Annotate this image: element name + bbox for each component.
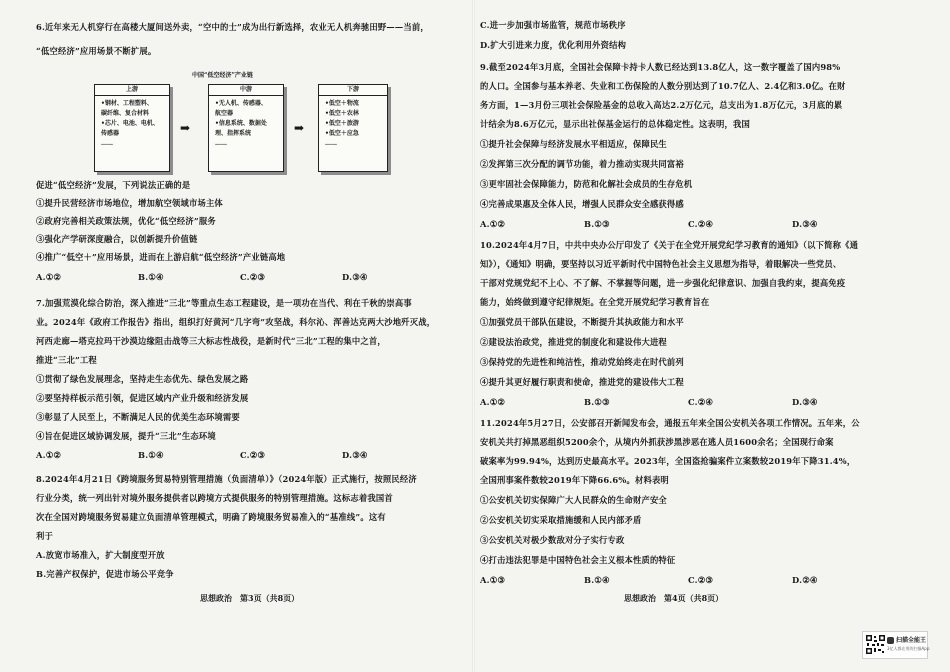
q6-option-a: A.①② [36,272,62,282]
q11-statement: ①公安机关切实保障广大人民群众的生命财产安全 [480,495,667,505]
scanner-watermark [862,631,928,659]
q7-option-a: A.①② [36,450,62,460]
q7-stem-line: 7.加强荒漠化综合防治，深入推进“三北”等重点生态工程建设，是一项功在当代、利在千秋的崇高事 [36,298,412,308]
q11-option-a: A.①③ [480,575,506,585]
q10-statement: ②建设法治政党，推进党的制度化和建设伟大进程 [480,337,667,347]
diagram-item: •低空＋旅游 [325,120,359,127]
q8-option-d: D.扩大引进来力度，优化利用外资结构 [480,40,627,50]
q6-option-b: B.①④ [138,272,164,282]
q8-stem-line: 利于 [36,531,53,541]
q10-stem-line: 10.2024年4月7日，中共中央办公厅印发了《关于在全党开展党纪学习教育的通知》（以下简称《通 [480,240,859,250]
q6-statement: ④推广“低空＋”应用场景，进而在上游启航“低空经济”产业链高地 [36,252,286,262]
left-page [0,0,474,672]
diagram-box-head: 上游 [95,85,169,96]
page-footer: 思想政治 第4页（共8页） [624,593,724,603]
q7-statement: ①贯彻了绿色发展理念，坚持走生态优先、绿色发展之路 [36,374,249,384]
diagram-item: 传感器 [101,130,120,137]
q10-stem-line: 知》），《通知》明确，要坚持以习近平新时代中国特色社会主义思想为指导，着眼解决一些党员、 [480,259,842,269]
q11-stem-line: 破案率为99.94%，达到历史最高水平。2023年，全国盗抢骗案件立案数较2019年下降31.4%， [480,456,856,466]
q7-statement: ②要坚持样板示范引领，促进区域内产业升级和经济发展 [36,393,249,403]
q7-option-b: B.①④ [138,450,164,460]
diagram-box-downstream [318,84,388,172]
q11-statement: ③公安机关对极少数敌对分子实行专政 [480,535,625,545]
q9-statement: ①提升社会保障与经济发展水平相适应，保障民生 [480,139,667,149]
q6-stem-line-1: 6.近年来无人机穿行在高楼大厦间送外卖，“空中的士”成为出行新选择，农业无人机奔驰田野——当前， [36,22,429,32]
q10-statement: ③保持党的先进性和纯洁性，推动党始终走在时代前列 [480,357,684,367]
q9-option-d: D.③④ [792,219,818,229]
q9-stem-line: 计结余为8.6万亿元，显示出社保基金运行的总体稳定性。这表明，我国 [480,119,750,129]
q10-option-d: D.③④ [792,397,818,407]
q8-stem-line: 次在全国对跨境服务贸易建立负面清单管理模式，明确了跨境服务贸易准入的“基准线”。这有 [36,512,386,522]
diagram-item: 航空器 [215,110,234,117]
q11-stem-line: 安机关共打掉黑恶组织5200余个，从境内外抓获涉黑涉恶在逃人员1600余名；全国现行命案 [480,437,834,447]
diagram-item: •低空＋农林 [325,110,359,117]
q9-stem-line: 务方面，1—3月份三项社会保险基金的总收入高达2.2万亿元，总支出为1.8万亿元，3月底的累 [480,100,843,110]
diagram-box-head: 中游 [209,85,283,96]
q7-statement: ④旨在促进区域协调发展，提升“三北”生态环境 [36,431,216,441]
diagram-item: •信息系统、数据处 [215,120,267,127]
q6-statement: ③强化产学研深度融合，以创新提升价值链 [36,234,198,244]
diagram-item: •钢材、工程塑料、 [101,100,153,107]
q10-option-b: B.①③ [584,397,610,407]
diagram-item: 理、指挥系统 [215,130,252,137]
diagram-item: 碳纤维、复合材料 [101,110,150,117]
q9-option-b: B.①③ [584,219,610,229]
q8-stem-line: 8.2024年4月21日《跨境服务贸易特别管理措施（负面清单）》（2024年版）正式施行，按照民经济 [36,474,417,484]
q7-statement: ③彰显了人民至上，不断满足人民的优美生态环境需要 [36,412,240,422]
q10-statement: ①加强党员干部队伍建设，不断提升其执政能力和水平 [480,317,684,327]
q6-option-c: C.②③ [240,272,266,282]
q11-statement: ②公安机关切实采取措施缓和人民内部矛盾 [480,515,642,525]
diagram-item: •芯片、电池、电机、 [101,120,159,127]
q7-stem-line: 河西走廊—塔克拉玛干沙漠边缘阻击战等三大标志性战役，是新时代“三北”工程的集中之首， [36,336,386,346]
page-footer: 思想政治 第3页（共8页） [200,593,300,603]
q8-option-c: C.进一步加强市场监管，规范市场秩序 [480,20,626,30]
q7-stem-line: 推进“三北”工程 [36,355,97,365]
q11-option-b: B.①④ [584,575,610,585]
q9-statement: ②发挥第三次分配的调节功能，着力推动实现共同富裕 [480,159,684,169]
q8-stem-line: 行业分类，统一列出针对境外服务提供者以跨境方式提供服务的特别管理措施。这标志着我国首 [36,493,393,503]
scanner-tagline: 3亿人都在用的扫描App [887,646,930,651]
q11-statement: ④打击违法犯罪是中国特色社会主义根本性质的特征 [480,555,676,565]
q9-stem-line: 的人口。全国参与基本养老、失业和工伤保险的人数分别达到了10.7亿人、2.4亿和3.0亿。在财 [480,81,846,91]
diagram-item: …… [101,140,113,147]
q6-statement: ①提升民营经济市场地位，增加航空领域市场主体 [36,198,223,208]
q6-question: 促进“低空经济”发展，下列说法正确的是 [36,180,191,190]
q10-option-c: C.②④ [688,397,714,407]
qr-code-icon [866,635,885,654]
scanner-logo-icon [887,637,894,644]
diagram-item: •低空＋应急 [325,130,359,137]
diagram-item: …… [325,140,337,147]
scanner-name: 扫描全能王 [896,637,927,644]
q11-option-d: D.②④ [792,575,818,585]
q11-option-c: C.②③ [688,575,714,585]
q6-stem-line-2: “低空经济”应用场景不断扩展。 [36,46,157,56]
q7-option-c: C.②③ [240,450,266,460]
q9-statement: ④完善成果惠及全体人民，增强人民群众安全感获得感 [480,199,684,209]
q10-statement: ④提升其更好履行职责和使命，推进党的建设伟大工程 [480,377,684,387]
q9-option-c: C.②④ [688,219,714,229]
q9-option-a: A.①② [480,219,506,229]
q6-statement: ②政府完善相关政策法规，优化“低空经济”服务 [36,216,216,226]
q10-stem-line: 能力，始终做到遵守纪律规矩。在全党开展党纪学习教育旨在 [480,297,710,307]
q7-option-d: D.③④ [342,450,368,460]
q11-stem-line: 全国刑事案件数较2019年下降66.6%。材料表明 [480,475,669,485]
q6-option-d: D.③④ [342,272,368,282]
diagram-item: •无人机、传感器、 [215,100,267,107]
q10-option-a: A.①② [480,397,506,407]
right-page [474,0,950,672]
q7-stem-line: 业。2024年《政府工作报告》指出，组织打好黄河“几字弯”攻坚战，科尔沁、浑善达克两大沙地歼灭战， [36,317,436,327]
q11-stem-line: 11.2024年5月27日，公安部召开新闻发布会，通报五年来全国公安机关各项工作情况。五年来，公 [480,418,860,428]
diagram-item: •低空＋物流 [325,100,359,107]
q8-option-b: B.完善产权保护，促进市场公平竞争 [36,569,174,579]
diagram-item: …… [215,140,227,147]
q8-option-a: A.放宽市场准入，扩大制度型开放 [36,550,165,560]
q10-stem-line: 干部对党规党纪不上心、不了解、不掌握等问题，进一步强化纪律意识、加强自我约束，提高免疫 [480,278,846,288]
arrow-right-icon: ➡ [294,121,305,135]
q9-statement: ③更牢固社会保障能力，防范和化解社会成员的生存危机 [480,179,693,189]
diagram-box-midstream [208,84,284,172]
diagram-title: 中国“低空经济”产业链 [192,72,253,79]
q9-stem-line: 9.截至2024年3月底，全国社会保障卡持卡人数已经达到13.8亿人，这一数字覆盖了国内98% [480,62,841,72]
arrow-right-icon: ➡ [180,121,191,135]
diagram-box-head: 下游 [319,85,387,96]
diagram-box-upstream [94,84,170,172]
